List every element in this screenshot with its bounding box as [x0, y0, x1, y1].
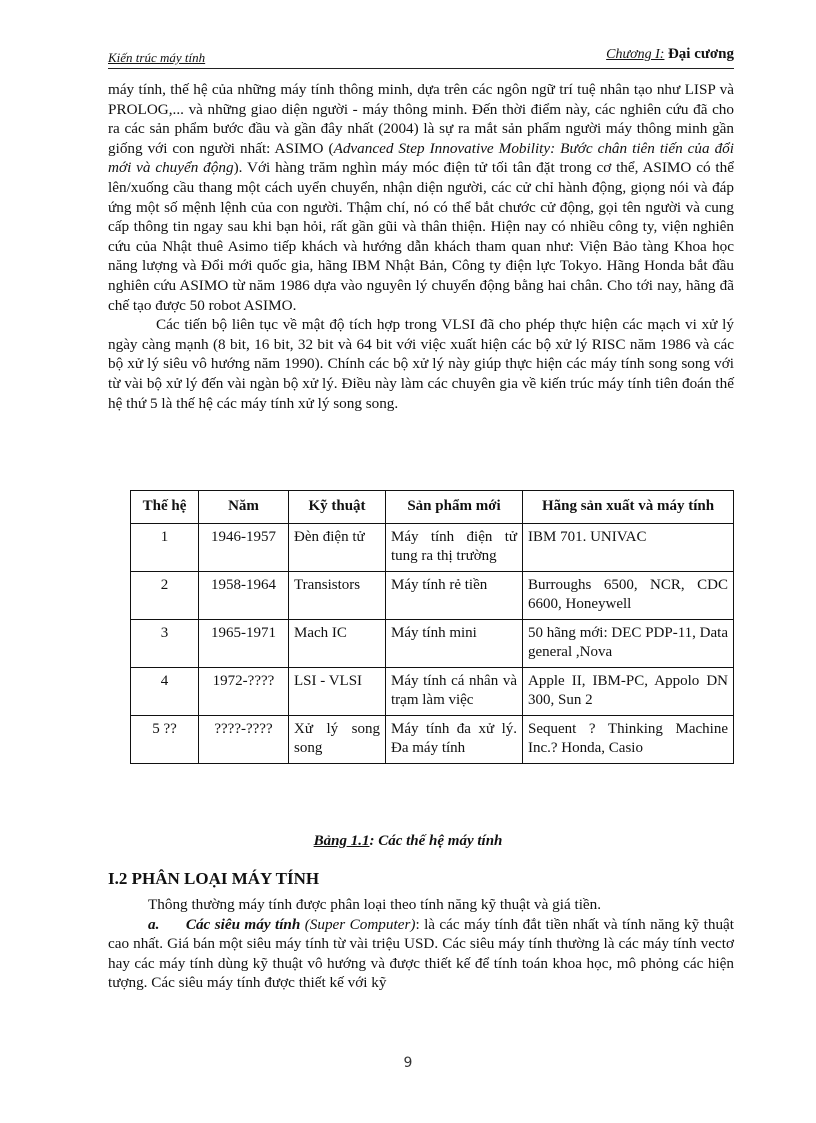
- supercomputer-title: Các siêu máy tính: [185, 915, 301, 933]
- cell-manufacturer: IBM 701. UNIVAC: [523, 523, 734, 571]
- table-row: [131, 571, 734, 619]
- cell-technology: Đèn điện tử: [289, 523, 386, 571]
- cell-manufacturer: Sequent ? Thinking Machine Inc.? Honda, Casio: [523, 715, 734, 763]
- cell-manufacturer: Burroughs 6500, NCR, CDC 6600, Honeywell: [523, 571, 734, 619]
- cell-technology: Transistors: [289, 571, 386, 619]
- asimo-expansion: Advanced Step Innovative Mobility: Bước chân tiên tiến của đổi mới và chuyển động: [108, 139, 734, 177]
- paragraph-vlsi: Các tiến bộ liên tục về mật độ tích hợp trong VLSI đã cho phép thực hiện các mạch vi xử lý ngày càng mạnh (8 bit, 16 bit, 32 bit và 64 bit với việc xuất hiện các bộ xử lý RISC năm 1986 và các bộ xử lý siêu vô hướng năm 1990). Chính các bộ xử lý này giúp thực hiện các máy tính song song với từ vài bộ xử lý đến vài ngàn bộ xử lý. Điều này làm các chuyên gia về kiến trúc máy tính tiên đoán thế hệ thứ 5 là thế hệ các máy tính xử lý song song.: [108, 316, 734, 412]
- cell-new-product: Máy tính cá nhân và trạm làm việc: [386, 667, 523, 715]
- col-header-generation: Thế hệ: [131, 491, 199, 524]
- page-number: 9: [403, 1055, 413, 1071]
- table-row: [131, 523, 734, 571]
- col-header-technology: Kỹ thuật: [289, 491, 386, 524]
- cell-manufacturer: 50 hãng mới: DEC PDP-11, Data general ,Nova: [523, 619, 734, 667]
- col-header-manufacturer: Hãng sản xuất và máy tính: [523, 491, 734, 524]
- body-text: [108, 80, 734, 413]
- table-row: [131, 619, 734, 667]
- cell-technology: Xử lý song song: [289, 715, 386, 763]
- cell-technology: Mach IC: [289, 619, 386, 667]
- cell-new-product: Máy tính đa xử lý. Đa máy tính: [386, 715, 523, 763]
- header-chapter: [606, 46, 734, 63]
- cell-generation: 5 ??: [131, 715, 199, 763]
- paragraph-asimo-part2: ). Với hàng trăm nghìn máy móc điện tử tối tân đặt trong cơ thể, ASIMO có thể lên/xuống cầu thang một cách uyển chuyển, nhận diện người, các cử chỉ hành động, giọng nói và đáp ứng một số mệnh lệnh của con người. Thậm chí, nó có thể bắt chước cử động, gọi tên người và cung cấp thông tin ngay sau khi bạn hỏi, rất gần gũi và thân thiện. Hiện nay có nhiều công ty, viện nghiên cứu của Nhật thuê Asimo tiếp khách và hướng dẫn khách tham quan như: Viện Bảo tàng Khoa học năng lượng và Đổi mới quốc gia, hãng IBM Nhật Bản, Công ty điện lực Tokyo. Hãng Honda bắt đầu nghiên cứu ASIMO từ năm 1986 dựa vào nguyên lý chuyển động bằng hai chân. Cho tới nay, hãng đã chế tạo được 50 robot ASIMO.: [108, 159, 734, 314]
- list-marker: a.: [148, 915, 160, 933]
- table-row: [131, 667, 734, 715]
- cell-year: 1972-????: [199, 667, 289, 715]
- cell-manufacturer: Apple II, IBM-PC, Appolo DN 300, Sun 2: [523, 667, 734, 715]
- generations-table: [130, 490, 734, 764]
- page-header: [108, 46, 734, 69]
- cell-year: 1946-1957: [199, 523, 289, 571]
- cell-new-product: Máy tính rẻ tiền: [386, 571, 523, 619]
- caption-text: : Các thế hệ máy tính: [369, 833, 503, 849]
- supercomputer-english: (Super Computer): [304, 915, 416, 933]
- table-header-row: [131, 491, 734, 524]
- supercomputer-text: : là các máy tính đắt tiền nhất và tính năng kỹ thuật cao nhất. Giá bán một siêu máy tính từ vài triệu USD. Các siêu máy tính thường là các máy tính vectơ hay các máy tính dùng kỹ thuật vô hướng và được thiết kế để tính toán khoa học, mô phỏng các hiện tượng. Các siêu máy tính được thiết kế với kỹ: [108, 915, 734, 992]
- cell-generation: 4: [131, 667, 199, 715]
- header-chapter-label: Chương I:: [606, 47, 665, 62]
- lower-body-text: [108, 895, 734, 993]
- paragraph-asimo-part1: máy tính, thế hệ của những máy tính thông minh, dựa trên các ngôn ngữ trí tuệ nhân tạo như LISP và PROLOG,... và những giao diện người - máy thông minh. Đến thời điểm này, các nghiên cứu đã cho ra các sản phẩm bước đầu và gần đây nhất (2004) là sự ra mắt sản phẩm người máy thông minh gần giống với con người nhất: ASIMO (: [108, 81, 734, 157]
- cell-generation: 3: [131, 619, 199, 667]
- cell-new-product: Máy tính điện tử tung ra thị trường: [386, 523, 523, 571]
- paragraph-classification: Thông thường máy tính được phân loại theo tính năng kỹ thuật và giá tiền.: [148, 896, 602, 913]
- paragraph-supercomputer: [108, 915, 734, 993]
- cell-generation: 2: [131, 571, 199, 619]
- table-caption: [0, 833, 816, 850]
- cell-year: 1958-1964: [199, 571, 289, 619]
- cell-generation: 1: [131, 523, 199, 571]
- col-header-new-product: Sản phẩm mới: [386, 491, 523, 524]
- cell-technology: LSI - VLSI: [289, 667, 386, 715]
- cell-year: ????-????: [199, 715, 289, 763]
- header-chapter-title: Đại cương: [667, 46, 734, 62]
- section-title: I.2 PHÂN LOẠI MÁY TÍNH: [108, 869, 320, 888]
- cell-new-product: Máy tính mini: [386, 619, 523, 667]
- header-book-title: Kiến trúc máy tính: [108, 50, 206, 65]
- caption-label: Bảng 1.1: [313, 833, 370, 849]
- cell-year: 1965-1971: [199, 619, 289, 667]
- paragraph-asimo: [108, 80, 734, 315]
- table-row: [131, 715, 734, 763]
- col-header-year: Năm: [199, 491, 289, 524]
